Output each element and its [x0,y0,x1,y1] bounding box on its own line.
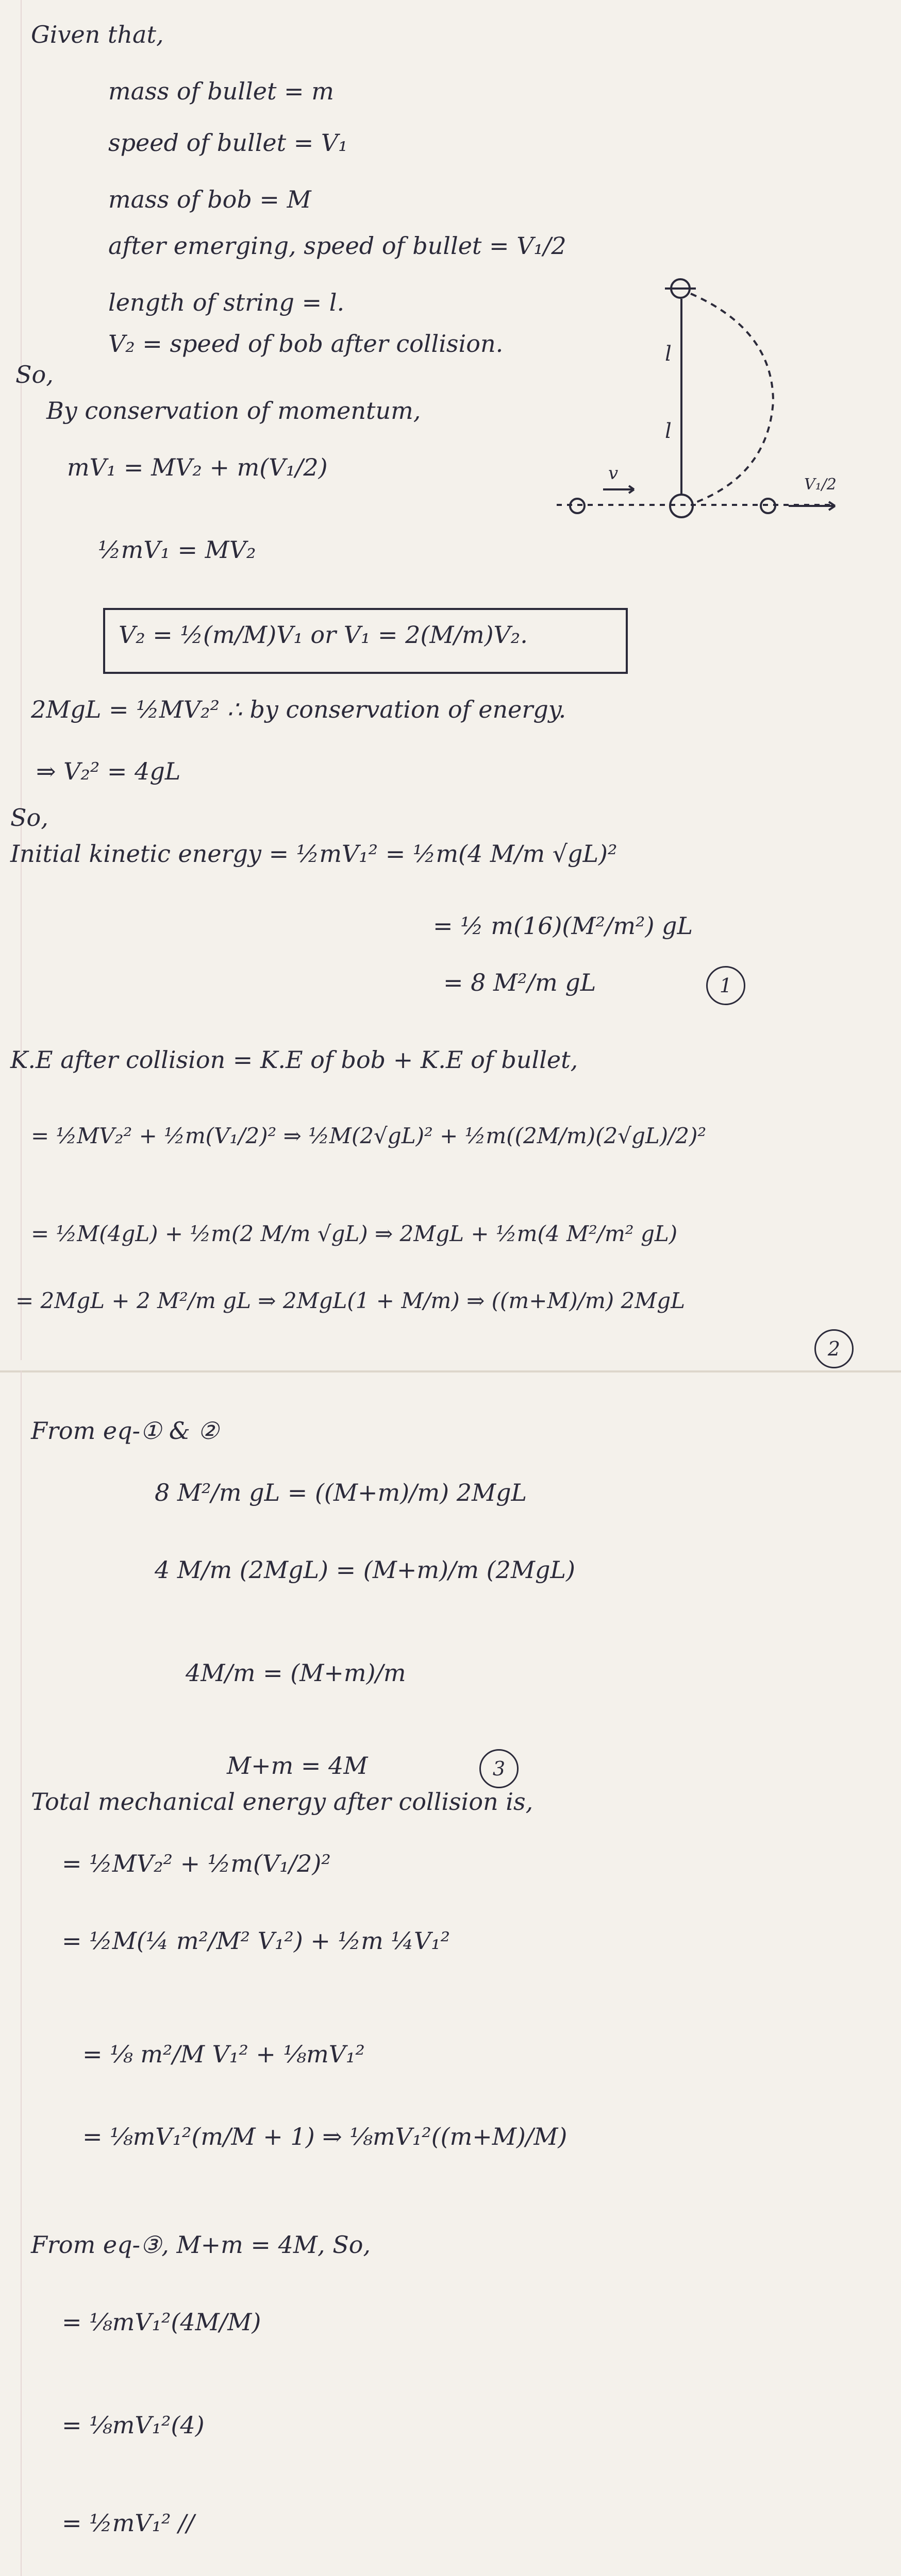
substitute-line: = ⅛mV₁²(4M/M) [62,2308,261,2336]
page-margin-line [21,0,22,1360]
equate-result: M+m = 4M [227,1752,368,1780]
initial-ke-line: Initial kinetic energy = ½mV₁² = ½m(4 M/m √gL)² [10,840,618,868]
eq-marker-1: 1 [706,966,745,1005]
so-label: So, [15,361,54,388]
from-eq3-heading: From eq-③, M+m = 4M, So, [31,2231,371,2259]
page-margin-line [21,1370,22,2576]
diagram-label-v: v [608,463,619,484]
eq-marker-2: 2 [814,1329,854,1368]
momentum-simplified: ½mV₁ = MV₂ [98,536,256,564]
total-energy-line-1: = ½MV₂² + ½m(V₁/2)² [62,1850,331,1877]
diagram-label-l-lower: l [665,419,672,443]
given-mass-bullet: mass of bullet = m [108,77,334,105]
given-speed-after: after emerging, speed of bullet = V₁/2 [108,232,566,260]
total-energy-line-2: = ½M(¼ m²/M² V₁²) + ½m ¼V₁² [62,1927,451,1955]
given-speed-bullet: speed of bullet = V₁ [108,129,348,157]
momentum-heading: By conservation of momentum, [46,397,421,425]
equate-line-1: 8 M²/m gL = ((M+m)/m) 2MgL [155,1479,527,1506]
ke-after-simplify: = ½M(4gL) + ½m(2 M/m √gL) ⇒ 2MgL + ½m(4 M²/m² gL) [31,1221,678,1246]
energy-conservation-line: 2MgL = ½MV₂² ∴ by conservation of energy. [31,696,566,723]
initial-ke-result: = 8 M²/m gL [443,969,596,996]
ke-after-heading: K.E after collision = K.E of bob + K.E of bullet, [10,1046,578,1074]
ke-after-expand: = ½MV₂² + ½m(V₁/2)² ⇒ ½M(2√gL)² + ½m((2M/m)(2√gL)/2)² [31,1123,707,1148]
equate-line-3: 4M/m = (M+m)/m [186,1659,406,1687]
so-label-2: So, [10,804,48,832]
total-energy-heading: Total mechanical energy after collision is, [31,1788,533,1816]
substitute-result: = ½mV₁² // [62,2509,195,2537]
total-energy-line-3: = ⅛ m²/M V₁² + ⅛mV₁² [82,2040,365,2068]
total-energy-line-4: = ⅛mV₁²(m/M + 1) ⇒ ⅛mV₁²((m+M)/M) [82,2123,568,2150]
lower-notebook-page [0,1370,901,2576]
given-heading: Given that, [31,21,164,48]
swing-path [691,294,773,502]
diagram-label-l-upper: l [665,342,672,366]
momentum-equation: mV₁ = MV₂ + m(V₁/2) [67,453,328,481]
equate-line-2: 4 M/m (2MgL) = (M+m)/m (2MgL) [155,1556,575,1584]
given-length-string: length of string = l. [108,289,345,316]
eq-marker-3: 3 [479,1749,519,1788]
initial-ke-step: = ½ m(16)(M²/m²) gL [433,912,693,940]
given-mass-bob: mass of bob = M [108,185,311,213]
boxed-result-text: V₂ = ½(m/M)V₁ or V₁ = 2(M/m)V₂. [119,621,528,649]
pendulum-diagram [546,268,881,536]
v2-squared-result: ⇒ V₂² = 4gL [36,757,181,785]
from-eq-heading: From eq-① & ② [31,1417,219,1445]
diagram-label-v1-2: V₁/2 [804,476,837,494]
given-v2-definition: V₂ = speed of bob after collision. [108,330,504,358]
substitute-line-2: = ⅛mV₁²(4) [62,2411,205,2439]
ke-after-result: = 2MgL + 2 M²/m gL ⇒ 2MgL(1 + M/m) ⇒ ((m+M)/m) 2MgL [15,1288,686,1313]
